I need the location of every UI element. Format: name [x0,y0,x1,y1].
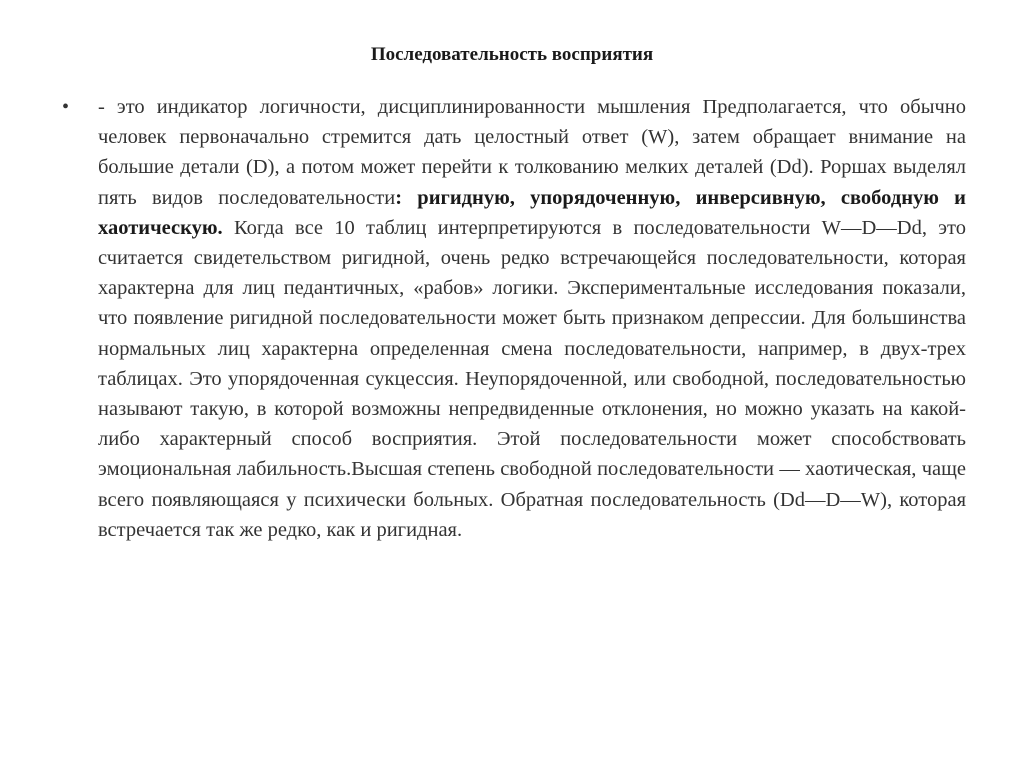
bullet-marker: • [62,96,70,118]
body-text-part-2: Когда все 10 таблиц интерпретируются в последовательности W—D—Dd, это считается свидетельством ригидной, очень редко встречающейся последовательности, которая характерна для лиц педантичных, «рабов» логики. Экспериментальные исследования показали, что появление ригидной последовательности может быть признаком депрессии. Для большинства нормальных лиц характерна определенная смена последовательности, например, в двух-трех таблицах. Это упорядоченная сукцессия. Неупорядоченной, или свободной, последовательностью называют такую, в которой возможны непредвиденные отклонения, но можно указать на какой-либо характерный способ восприятия. Этой последовательности может способствовать эмоциональная лабильность.Высшая степень свободной последовательности — хаотическая, чаще всего появляющаяся у психически больных. Обратная последовательность (Dd—D—W), которая встречается так же редко, как и ригидная. [98,216,966,541]
body-text-bold-types: : ригидную, упорядоченную, инверсивную, свободную и хаотическую. [98,186,966,239]
slide-title: Последовательность восприятия [370,44,654,65]
body-paragraph [98,92,966,545]
body-text-part-1: - это индикатор логичности, дисциплинированности мышления Предполагается, что обычно человек первоначально стремится дать целостный ответ (W), затем обращает внимание на большие детали (D), а потом может перейти к толкованию мелких деталей (Dd). Роршах выделял пять видов последовательности [98,96,966,209]
